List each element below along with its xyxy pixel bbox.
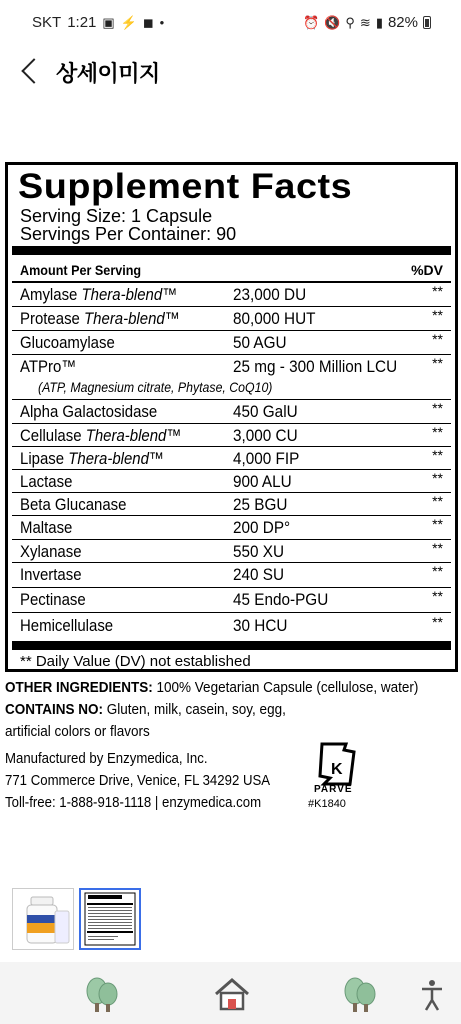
ingredient-name: Cellulase	[20, 426, 82, 445]
other-ingredients-text: 100% Vegetarian Capsule (cellulose, water)	[156, 679, 419, 696]
sync-icon: ⚡	[120, 15, 137, 30]
dv-header: %DV	[411, 262, 443, 278]
facts-title: Supplement Facts	[18, 167, 353, 206]
battery-icon	[423, 16, 431, 29]
battery-label: 82%	[387, 14, 418, 31]
clock-label: 1:21	[67, 14, 97, 31]
signal-icon: ▮	[375, 15, 383, 30]
ingredient-name: Lactase	[20, 472, 73, 491]
ingredient-dv: **	[432, 283, 443, 299]
tree-icon	[340, 974, 380, 1014]
facts-row	[20, 614, 443, 637]
facts-row	[20, 447, 443, 470]
serving-size: Serving Size: 1 Capsule	[20, 206, 213, 226]
notification-icon: ◼	[142, 15, 154, 30]
contact-line: Toll-free: 1-888-918-1118 | enzymedica.com	[5, 794, 262, 811]
servings-per-container: Servings Per Container: 90	[20, 224, 237, 244]
facts-row	[20, 540, 443, 563]
tree-icon	[82, 974, 122, 1014]
contains-no-label: CONTAINS NO:	[5, 701, 104, 718]
ingredient-amount: 4,000 FIP	[233, 449, 300, 468]
ingredient-amount: 450 GalU	[233, 402, 298, 421]
ingredient-amount: 200 DP°	[233, 518, 291, 537]
ingredient-name: Lipase	[20, 449, 65, 468]
contains-no	[5, 701, 286, 718]
ingredient-amount: 240 SU	[233, 565, 285, 584]
facts-row	[20, 424, 443, 447]
facts-row	[20, 588, 443, 611]
detail-image[interactable]	[0, 160, 461, 825]
blend-name: Thera-blend™	[85, 426, 182, 445]
ingredient-dv: **	[432, 331, 443, 347]
ingredient-amount: 23,000 DU	[233, 285, 307, 304]
ingredient-name: Alpha Galactosidase	[20, 402, 158, 421]
alarm-icon: ⏰	[303, 15, 320, 30]
facts-row	[20, 331, 443, 354]
thumbnail-product[interactable]	[12, 888, 74, 950]
ingredient-dv: **	[432, 355, 443, 371]
contains-no-text: Gluten, milk, casein, soy, egg,	[106, 701, 286, 718]
ingredient-amount: 50 AGU	[233, 333, 287, 352]
amount-per-serving-header: Amount Per Serving	[20, 262, 142, 278]
facts-row	[20, 493, 443, 516]
bottom-navigation	[0, 962, 461, 1024]
dot-icon: •	[159, 15, 165, 30]
ingredient-amount: 25 mg - 300 Million LCU	[233, 357, 398, 376]
divider	[12, 246, 451, 255]
ingredient-dv: **	[432, 307, 443, 323]
ingredient-amount: 25 BGU	[233, 495, 288, 514]
ingredient-amount: 80,000 HUT	[233, 309, 316, 328]
ingredient-name: Invertase	[20, 565, 82, 584]
carrier-label: SKT	[32, 14, 62, 31]
ingredient-amount: 900 ALU	[233, 472, 292, 491]
kosher-mark: K	[331, 761, 343, 778]
nav-forest-left-button[interactable]	[82, 974, 122, 1014]
ingredient-dv: **	[432, 516, 443, 532]
kosher-code: #K1840	[308, 798, 346, 810]
thumbnail-supplement-facts[interactable]	[79, 888, 141, 950]
nav-forest-right-button[interactable]	[340, 974, 380, 1014]
ingredient-name: Beta Glucanase	[20, 495, 127, 514]
ingredient-amount: 30 HCU	[233, 616, 288, 635]
facts-preview-icon	[81, 890, 139, 948]
ingredient-name: Pectinase	[20, 590, 86, 609]
other-ingredients-label: OTHER INGREDIENTS:	[5, 679, 153, 696]
blend-name: Thera-blend™	[81, 285, 178, 304]
supplement-facts-panel	[5, 162, 458, 672]
gallery-icon: ▣	[102, 15, 115, 30]
accessibility-icon	[414, 974, 450, 1014]
ingredient-dv: **	[432, 540, 443, 556]
back-button[interactable]	[16, 54, 44, 88]
facts-row	[20, 283, 443, 306]
ingredient-dv: **	[432, 470, 443, 486]
ingredient-name: Hemicellulase	[20, 616, 114, 635]
facts-row	[20, 563, 443, 586]
ingredient-dv: **	[432, 614, 443, 630]
nav-home-button[interactable]	[212, 974, 252, 1014]
contains-no-continued: artificial colors or flavors	[5, 723, 150, 740]
page-title: 상세이미지	[56, 61, 160, 86]
address-line: 771 Commerce Drive, Venice, FL 34292 USA	[5, 772, 271, 789]
facts-row	[20, 516, 443, 539]
ingredient-name: Amylase	[20, 285, 78, 304]
atpro-note: (ATP, Magnesium citrate, Phytase, CoQ10)	[38, 379, 273, 395]
parve-label: PARVE	[314, 784, 353, 795]
ingredient-name: ATPro™	[20, 357, 77, 376]
status-bar	[0, 0, 461, 46]
ingredient-dv: **	[432, 588, 443, 604]
home-icon	[212, 974, 252, 1014]
facts-row	[20, 400, 443, 423]
location-icon: ⚲	[345, 15, 355, 30]
header	[0, 46, 461, 96]
blend-name: Thera-blend™	[84, 309, 180, 328]
facts-row	[20, 307, 443, 330]
ingredient-amount: 45 Endo-PGU	[233, 590, 329, 609]
ingredient-amount: 3,000 CU	[233, 426, 298, 445]
divider	[12, 641, 451, 650]
ingredient-dv: **	[432, 563, 443, 579]
facts-row	[20, 470, 443, 493]
ingredient-name: Xylanase	[20, 542, 82, 561]
wifi-icon: ≋	[359, 15, 371, 30]
ingredient-dv: **	[432, 400, 443, 416]
ingredient-name: Protease	[20, 309, 80, 328]
ingredient-dv: **	[432, 447, 443, 463]
dv-footnote: ** Daily Value (DV) not established	[20, 653, 251, 670]
mute-icon: 🔇	[324, 15, 341, 30]
ingredient-name: Maltase	[20, 518, 73, 537]
ingredient-dv: **	[432, 493, 443, 509]
accessibility-button[interactable]	[414, 974, 450, 1014]
product-bottle-icon	[13, 889, 73, 949]
ingredient-dv: **	[432, 424, 443, 440]
status-left	[32, 14, 164, 31]
manufacturer-line: Manufactured by Enzymedica, Inc.	[5, 750, 208, 767]
other-ingredients	[5, 679, 418, 696]
status-right	[303, 14, 431, 31]
facts-row	[20, 355, 443, 378]
blend-name: Thera-blend™	[68, 449, 164, 468]
ingredient-amount: 550 XU	[233, 542, 285, 561]
divider	[12, 612, 451, 613]
ingredient-name: Glucoamylase	[20, 333, 115, 352]
